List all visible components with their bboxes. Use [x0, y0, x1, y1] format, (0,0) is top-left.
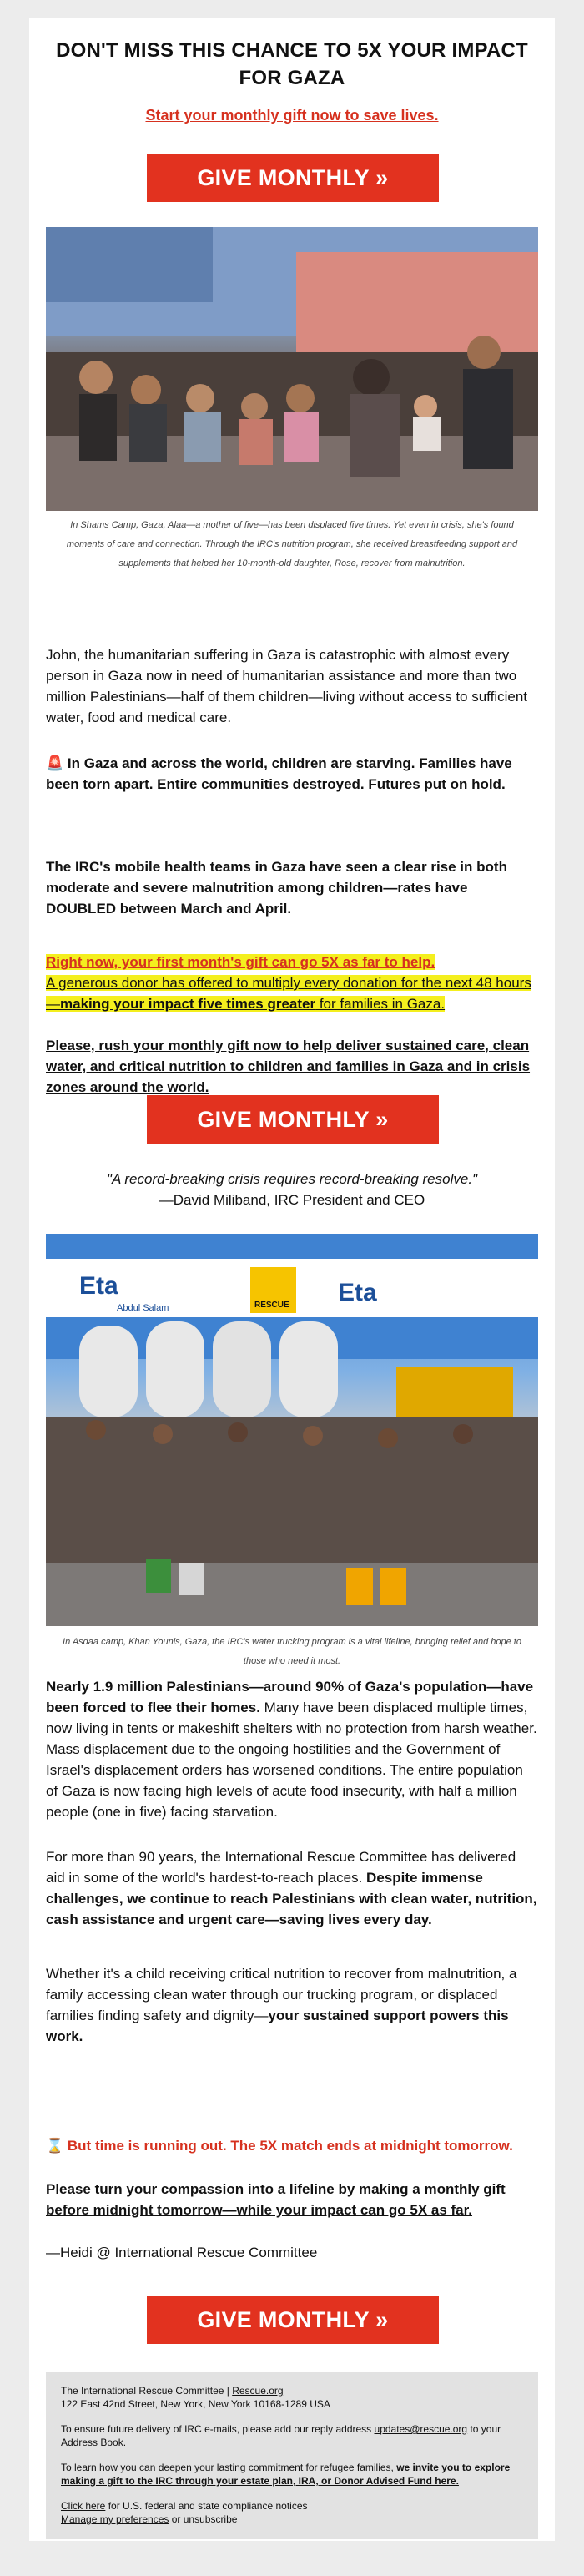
child-body — [239, 419, 273, 465]
match-headline[interactable]: Right now, your first month's gift can go 5X as far to help. — [46, 954, 435, 970]
manage-preferences-link[interactable]: Manage my preferences — [61, 2513, 169, 2525]
footer-delivery-text: To ensure future delivery of IRC e-mails, please add our reply address — [61, 2423, 375, 2435]
child-body — [284, 412, 319, 462]
sign-text-right: Eta — [338, 1279, 377, 1306]
person-head — [303, 1426, 323, 1446]
jerrycan-white — [179, 1563, 204, 1595]
legacy-giving-link[interactable]: we invite you to explore making a gift to the IRC through your estate plan, IRA, or Donor Advised Fund here. — [61, 2462, 511, 2487]
reply-email-link[interactable]: updates@rescue.org — [374, 2423, 468, 2435]
mother-headscarf — [353, 359, 390, 396]
footer — [46, 2372, 538, 2539]
match-impact[interactable]: making your impact five times greater — [60, 996, 316, 1012]
subhead-link[interactable]: Start your monthly gift now to save lives. — [145, 107, 439, 124]
footer-legacy-text: To learn how you can deepen your lasting commitment for refugee families, — [61, 2462, 397, 2473]
children-starving-text: In Gaza and across the world, children are starving. Families have been torn apart. Entire communities destroyed. Futures put on hold. — [46, 755, 512, 792]
miliband-quote — [46, 1169, 538, 1210]
email-card — [29, 18, 555, 2541]
jerrycan-yellow — [380, 1568, 406, 1605]
give-monthly-button[interactable]: GIVE MONTHLY » — [147, 2296, 439, 2344]
baby-body — [413, 417, 441, 451]
deadline-text: But time is running out. The 5X match ends at midnight tomorrow. — [63, 2138, 513, 2154]
lifeline-link[interactable]: Please turn your compassion into a lifeline by making a monthly gift before midnight tomorrow—while your impact can go 5X as far. — [46, 2181, 506, 2218]
match-tail[interactable]: for families in Gaza. — [315, 996, 446, 1012]
match-paragraph — [46, 952, 538, 1014]
footer-delivery-tail: to your Address Book. — [61, 2423, 501, 2448]
siren-icon: 🚨 — [46, 755, 64, 771]
child-face — [186, 384, 214, 412]
irc-logo-text: RESCUE — [254, 1301, 289, 1310]
water-tank — [279, 1321, 338, 1417]
support-bold: your sustained support powers this work. — [46, 2008, 509, 2044]
displacement-rest: Many have been displaced multiple times, now living in tents or makeshift shelters with no protection from harsh weather. Mass displacement due to the ongoing hostilities and the Government of Israel's displacement orders has worsened conditions. The entire population of Gaza is now facing high levels of acute food insecurity, with half a million people (one in five) facing starvation. — [46, 1700, 537, 1820]
tent-tarp-dark — [46, 227, 213, 302]
water-tank — [146, 1321, 204, 1417]
match-detail[interactable]: A generous donor has offered to multiply every donation for the next 48 hours— — [46, 975, 531, 1012]
water-tank — [79, 1326, 138, 1417]
jerrycan-green — [146, 1559, 171, 1593]
child-body — [129, 404, 167, 462]
children-starving-paragraph — [46, 753, 538, 795]
child-face — [131, 375, 161, 405]
photo-shams-camp[interactable] — [46, 227, 538, 511]
footer-unsubscribe-text: or unsubscribe — [169, 2513, 238, 2525]
shams-camp-illustration — [46, 227, 538, 511]
water-trucking-illustration — [46, 1234, 538, 1626]
footer-compliance — [61, 2499, 523, 2513]
irc-history-text: For more than 90 years, the International Rescue Committee has delivered aid in some of the world's hardest-to-reach places. — [46, 1849, 516, 1886]
footer-delivery — [61, 2422, 523, 2449]
child-face — [79, 361, 113, 394]
support-text: Whether it's a child receiving critical nutrition to recover from malnutrition, a family accessing clean water through our trucking program, or displaced families finding safety and dignity— — [46, 1966, 517, 2023]
rescue-org-link[interactable]: Rescue.org — [232, 2385, 284, 2397]
father-body — [463, 369, 513, 469]
mother-body — [350, 394, 400, 477]
father-face — [467, 336, 501, 369]
signoff: —Heidi @ International Rescue Committee — [46, 2245, 318, 2260]
footer-preferences — [61, 2513, 523, 2526]
deadline-paragraph — [46, 2135, 538, 2156]
water-tank — [213, 1321, 271, 1417]
baby-face — [414, 395, 437, 418]
quote-attribution: —David Miliband, IRC President and CEO — [159, 1192, 425, 1208]
malnutrition-paragraph: The IRC's mobile health teams in Gaza have seen a clear rise in both moderate and severe malnutrition among children—rates have DOUBLED between March and April. — [46, 859, 507, 917]
person-head — [86, 1420, 106, 1440]
child-body — [79, 394, 117, 461]
child-face — [286, 384, 315, 412]
child-body — [184, 412, 221, 462]
give-monthly-button[interactable]: GIVE MONTHLY » — [147, 154, 439, 202]
hourglass-icon: ⌛ — [46, 2138, 64, 2154]
displacement-paragraph — [46, 1676, 538, 1822]
wet-ground — [46, 1563, 538, 1626]
footer-compliance-text: for U.S. federal and state compliance notices — [105, 2500, 308, 2512]
quote-text: "A record-breaking crisis requires record-breaking resolve." — [106, 1171, 478, 1187]
irc-history-bold: Despite immense challenges, we continue to reach Palestinians with clean water, nutrition, cash assistance and urgent care—saving lives every day. — [46, 1870, 537, 1927]
person-head — [453, 1424, 473, 1444]
photo-caption: In Asdaa camp, Khan Younis, Gaza, the IRC's water trucking program is a vital lifeline, bringing relief and hope to those who need it most. — [63, 1637, 521, 1666]
rush-gift-link[interactable]: Please, rush your monthly gift now to help deliver sustained care, clean water, and critical nutrition to children and families in Gaza and in crisis zones around the world. — [46, 1038, 531, 1095]
child-face — [241, 393, 268, 420]
jerrycan-yellow — [346, 1568, 373, 1605]
sign-subtext: Abdul Salam — [117, 1303, 169, 1313]
intro-paragraph: John, the humanitarian suffering in Gaza is catastrophic with almost every person in Gaza now in need of humanitarian assistance and more than two million Palestinians—half of them children—living without access to sufficient water, food and medical care. — [46, 647, 528, 725]
photo-water-trucking[interactable] — [46, 1234, 538, 1626]
footer-address: 122 East 42nd Street, New York, New York 10168-1289 USA — [61, 2398, 330, 2410]
footer-legacy — [61, 2461, 523, 2488]
give-monthly-button[interactable]: GIVE MONTHLY » — [147, 1095, 439, 1144]
displacement-bold: Nearly 1.9 million Palestinians—around 90% of Gaza's population—have been forced to flee their homes. — [46, 1679, 534, 1715]
photo-caption: In Shams Camp, Gaza, Alaa—a mother of five—has been displaced five times. Yet even in crisis, she's found moments of care and connection. Through the IRC's nutrition program, she received breastfeeding support and supplements that helped her 10-month-old daughter, Rose, recover from malnutrition. — [66, 520, 518, 568]
footer-org: The International Rescue Committee | — [61, 2385, 233, 2397]
headline: DON'T MISS THIS CHANCE TO 5X YOUR IMPACT FOR GAZA — [56, 39, 528, 89]
footer-org-line — [61, 2384, 523, 2397]
compliance-link[interactable]: Click here — [61, 2500, 106, 2512]
sign-text-left: Eta — [79, 1272, 118, 1300]
person-head — [153, 1424, 173, 1444]
irc-history-paragraph — [46, 1846, 538, 1930]
person-head — [378, 1428, 398, 1448]
person-head — [228, 1422, 248, 1442]
support-paragraph — [46, 1963, 538, 2047]
